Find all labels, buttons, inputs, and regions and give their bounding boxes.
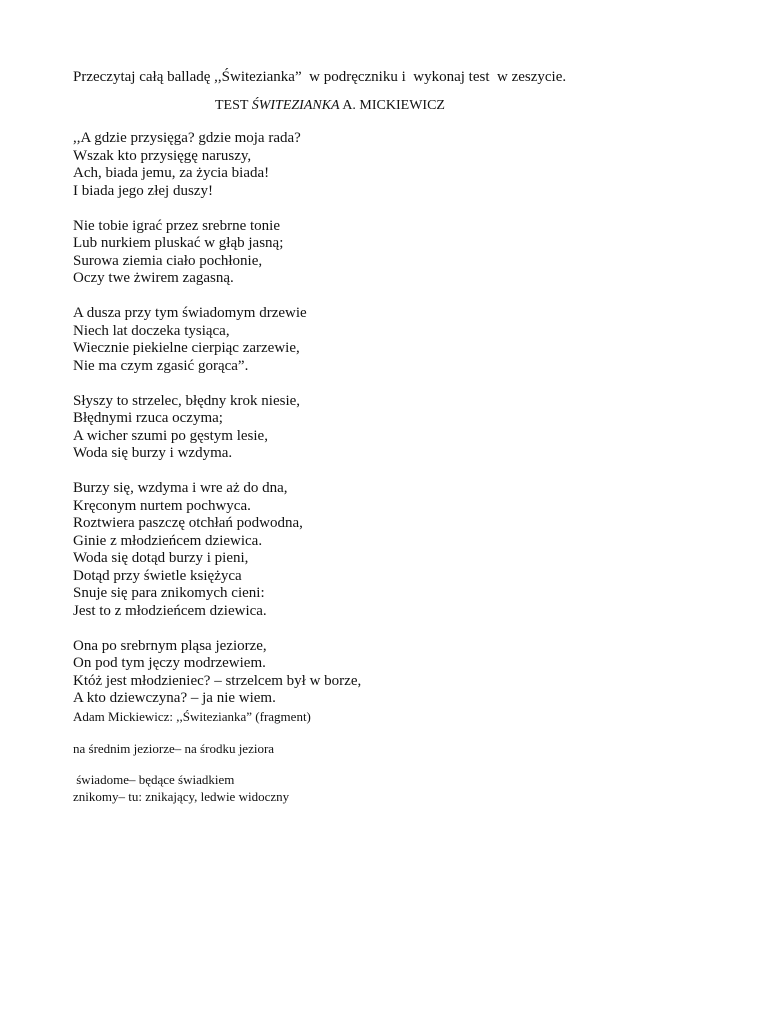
poem-line: Któż jest młodzieniec? – strzelcem był w borze, — [73, 672, 362, 689]
poem-line: Woda się burzy i wzdyma. — [73, 445, 233, 461]
poem-line: A dusza przy tym świadomym drzewie — [73, 305, 307, 321]
poem-fragment — [73, 130, 361, 725]
poem-line: A wicher szumi po gęstym lesie, — [73, 427, 268, 444]
poem-line: Błędnymi rzuca oczyma; — [73, 410, 223, 426]
poem-line: Wiecznie piekielne cierpiąc zarzewie, — [73, 340, 300, 356]
glossary-entry: świadome– będące świadkiem — [73, 772, 235, 787]
poem-line: Dotąd przy świetle księżyca — [73, 567, 242, 584]
poem-line: Roztwiera paszczę otchłań podwodna, — [73, 515, 303, 531]
poem-line: Słyszy to strzelec, błędny krok niesie, — [73, 392, 301, 409]
poem-line: Ginie z młodzieńcem dziewica. — [73, 532, 263, 549]
stanza — [73, 480, 361, 620]
poem-line: Ach, biada jemu, za życia biada! — [73, 165, 270, 181]
poem-line: I biada jego złej duszy! — [73, 182, 213, 199]
poem-line: Ona po srebrnym pląsa jeziorze, — [73, 637, 267, 654]
poem-line: ,,A gdzie przysięga? gdzie moja rada? — [73, 130, 301, 146]
stanza — [73, 305, 361, 375]
poem-line: Oczy twe żwirem zagasną. — [73, 270, 234, 286]
stanza — [73, 638, 361, 708]
glossary-entry: na średnim jeziorze– na środku jeziora — [73, 741, 275, 756]
poem-line: Nie tobie igrać przez srebrne tonie — [73, 217, 280, 234]
poem-line: On pod tym jęczy modrzewiem. — [73, 655, 266, 671]
poem-line: Snuje się para znikomych cieni: — [73, 585, 265, 601]
poem-line: Surowa ziemia ciało pochłonie, — [73, 252, 263, 269]
poem-line: Lub nurkiem pluskać w głąb jasną; — [73, 235, 284, 251]
glossary — [73, 740, 289, 805]
poem-line: Wszak kto przysięgę naruszy, — [73, 147, 252, 164]
instruction-text: Przeczytaj całą balladę ,,Świtezianka” w podręczniku i wykonaj test w zeszycie. — [73, 69, 567, 85]
stanza — [73, 218, 361, 288]
poem-line: Jest to z młodzieńcem dziewica. — [73, 602, 267, 619]
poem-line: Woda się dotąd burzy i pieni, — [73, 550, 249, 566]
poem-line: A kto dziewczyna? – ja nie wiem. — [73, 690, 276, 706]
title-italic: ŚWITEZIANKA — [251, 98, 340, 113]
poem-line: Nie ma czym zgasić gorąca”. — [73, 357, 249, 374]
title-suffix: A. MICKIEWICZ — [339, 98, 445, 113]
poem-line: Burzy się, wzdyma i wre aż do dna, — [73, 480, 288, 496]
poem-line: Kręconym nurtem pochwyca. — [73, 497, 251, 514]
glossary-entry: znikomy– tu: znikający, ledwie widoczny — [73, 789, 290, 804]
stanza — [73, 393, 361, 463]
source-attribution: Adam Mickiewicz: ,,Świtezianka” (fragment) — [73, 709, 311, 724]
poem-line: Niech lat doczeka tysiąca, — [73, 322, 230, 339]
stanza — [73, 130, 361, 200]
test-title — [215, 97, 445, 115]
title-prefix: TEST — [215, 98, 252, 113]
